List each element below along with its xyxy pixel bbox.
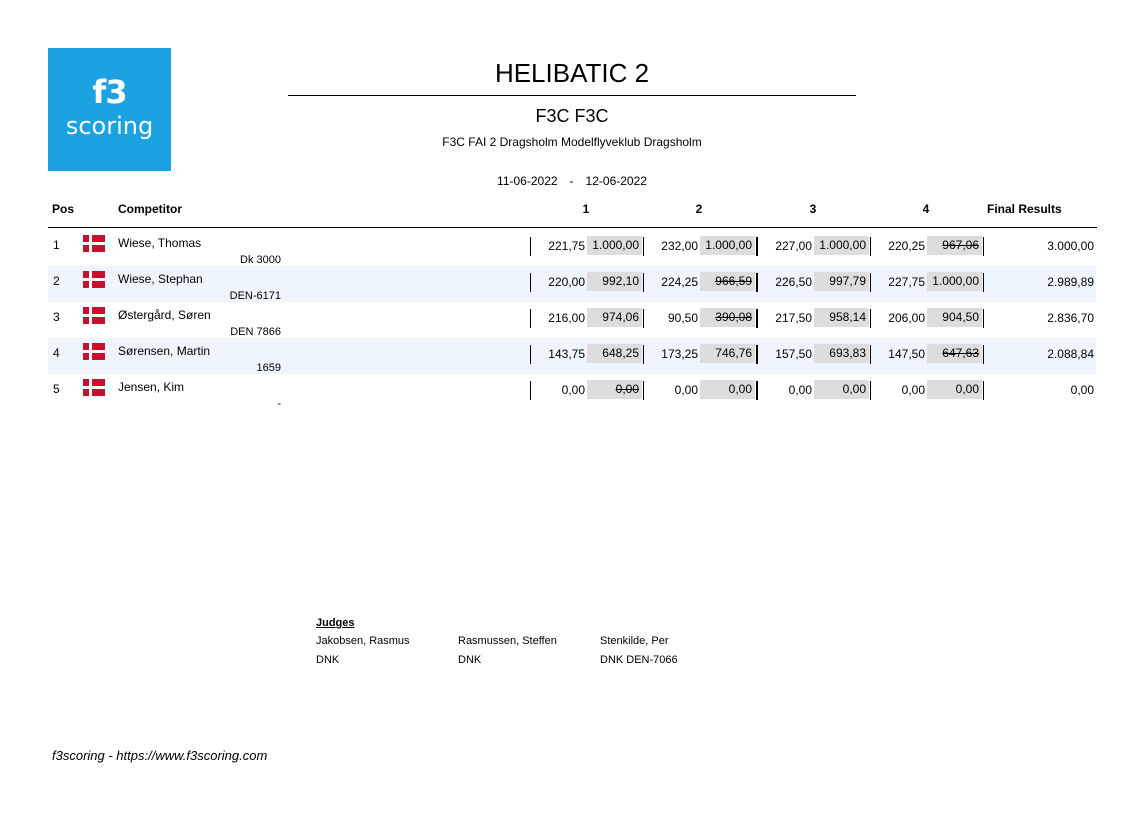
- denmark-flag-icon: [83, 235, 105, 252]
- f3scoring-logo: [48, 48, 171, 171]
- raw-score: 147,50: [888, 347, 925, 361]
- normalized-score: 0,00: [814, 380, 869, 399]
- raw-score: 216,00: [548, 311, 585, 325]
- normalized-score: 1.000,00: [587, 236, 642, 255]
- final-result: 2.836,70: [1047, 311, 1094, 325]
- judge-name: Rasmussen, Steffen: [458, 635, 557, 647]
- normalized-score: 974,06: [587, 308, 642, 327]
- dropped-normalized-score: 390,08: [700, 308, 755, 327]
- dropped-normalized-score: 0,00: [587, 380, 642, 399]
- normalized-score: 904,50: [927, 308, 982, 327]
- competitor-name: Sørensen, Martin: [118, 344, 211, 358]
- judge-country: DNK: [458, 654, 482, 666]
- result-row: [48, 302, 1096, 338]
- cell-divider: [530, 237, 531, 256]
- header-divider: [48, 227, 1097, 228]
- raw-score: 143,75: [548, 347, 585, 361]
- cell-divider: [983, 381, 984, 400]
- cell-divider: [643, 381, 644, 400]
- event-title: HELIBATIC 2: [494, 58, 650, 88]
- header-round-2: 2: [695, 202, 703, 216]
- license-number: -: [277, 398, 281, 410]
- result-row: [48, 230, 1096, 266]
- logo-f3-text: f3: [92, 73, 127, 111]
- raw-score: 220,25: [888, 239, 925, 253]
- judges-heading: Judges: [316, 617, 355, 629]
- cell-divider: [870, 309, 871, 328]
- license-number: 1659: [256, 362, 281, 374]
- final-result: 2.088,84: [1047, 347, 1094, 361]
- footer-credit: f3scoring - https://www.f3scoring.com: [52, 748, 268, 763]
- logo-scoring-text: scoring: [65, 112, 154, 140]
- raw-score: 90,50: [667, 311, 698, 325]
- cell-divider: [870, 345, 871, 364]
- result-row: [48, 266, 1096, 302]
- competitor-name: Wiese, Thomas: [118, 236, 202, 250]
- raw-score: 227,00: [775, 239, 812, 253]
- denmark-flag-icon: [83, 379, 105, 396]
- license-number: DEN-6171: [229, 290, 281, 302]
- cell-divider: [983, 345, 984, 364]
- normalized-score: 0,00: [700, 380, 755, 399]
- dropped-normalized-score: 967,06: [927, 236, 982, 255]
- normalized-score: 648,25: [587, 344, 642, 363]
- date-separator: -: [569, 174, 574, 188]
- cell-divider: [983, 273, 984, 292]
- header-final-results: Final Results: [987, 202, 1062, 216]
- final-result: 3.000,00: [1047, 239, 1094, 253]
- raw-score: 173,25: [661, 347, 698, 361]
- position: 1: [53, 238, 60, 252]
- title-divider: [288, 95, 856, 96]
- competitor-name: Østergård, Søren: [118, 308, 211, 322]
- cell-divider: [757, 273, 758, 292]
- normalized-score: 693,83: [814, 344, 869, 363]
- cell-divider: [643, 345, 644, 364]
- judge-country: DNK DEN-7066: [600, 654, 678, 666]
- dropped-normalized-score: 647,63: [927, 344, 982, 363]
- judge-name: Jakobsen, Rasmus: [316, 635, 410, 647]
- raw-score: 217,50: [775, 311, 812, 325]
- result-row: [48, 338, 1096, 374]
- denmark-flag-icon: [83, 307, 105, 324]
- raw-score: 0,00: [788, 383, 812, 397]
- raw-score: 227,75: [888, 275, 925, 289]
- denmark-flag-icon: [83, 271, 105, 288]
- normalized-score: 992,10: [587, 272, 642, 291]
- normalized-score: 0,00: [927, 380, 982, 399]
- cell-divider: [757, 309, 758, 328]
- cell-divider: [757, 381, 758, 400]
- date-from: 11-06-2022: [497, 174, 558, 188]
- header-pos: Pos: [52, 202, 75, 216]
- raw-score: 224,25: [661, 275, 698, 289]
- raw-score: 232,00: [661, 239, 698, 253]
- header-round-1: 1: [582, 202, 590, 216]
- header-round-3: 3: [809, 202, 817, 216]
- raw-score: 221,75: [548, 239, 585, 253]
- raw-score: 157,50: [775, 347, 812, 361]
- cell-divider: [530, 273, 531, 292]
- judge-name: Stenkilde, Per: [600, 635, 669, 647]
- final-result: 2.989,89: [1047, 275, 1094, 289]
- cell-divider: [983, 237, 984, 256]
- license-number: Dk 3000: [240, 254, 281, 266]
- license-number: DEN 7866: [230, 326, 281, 338]
- header-round-4: 4: [922, 202, 930, 216]
- cell-divider: [530, 345, 531, 364]
- position: 3: [53, 310, 60, 324]
- raw-score: 226,50: [775, 275, 812, 289]
- result-row: [48, 374, 1096, 410]
- event-class: F3C F3C: [535, 106, 609, 126]
- judge-country: DNK: [316, 654, 340, 666]
- position: 4: [53, 346, 60, 360]
- cell-divider: [870, 381, 871, 400]
- raw-score: 0,00: [561, 383, 585, 397]
- cell-divider: [530, 309, 531, 328]
- cell-divider: [983, 309, 984, 328]
- denmark-flag-icon: [83, 343, 105, 360]
- raw-score: 220,00: [548, 275, 585, 289]
- competitor-name: Jensen, Kim: [118, 380, 185, 394]
- cell-divider: [870, 273, 871, 292]
- cell-divider: [643, 237, 644, 256]
- cell-divider: [643, 309, 644, 328]
- dropped-normalized-score: 966,59: [700, 272, 755, 291]
- cell-divider: [757, 237, 758, 256]
- raw-score: 206,00: [888, 311, 925, 325]
- event-details: F3C FAI 2 Dragsholm Modelflyveklub Dragsholm: [442, 135, 702, 149]
- normalized-score: 746,76: [700, 344, 755, 363]
- competitor-name: Wiese, Stephan: [118, 272, 203, 286]
- normalized-score: 1.000,00: [927, 272, 982, 291]
- normalized-score: 1.000,00: [700, 236, 755, 255]
- normalized-score: 997,79: [814, 272, 869, 291]
- raw-score: 0,00: [901, 383, 925, 397]
- normalized-score: 1.000,00: [814, 236, 869, 255]
- cell-divider: [757, 345, 758, 364]
- position: 5: [53, 382, 60, 396]
- cell-divider: [870, 237, 871, 256]
- header-competitor: Competitor: [118, 202, 182, 216]
- raw-score: 0,00: [674, 383, 698, 397]
- date-to: 12-06-2022: [585, 174, 647, 188]
- event-dates: [288, 173, 856, 189]
- final-result: 0,00: [1070, 383, 1094, 397]
- cell-divider: [643, 273, 644, 292]
- normalized-score: 958,14: [814, 308, 869, 327]
- cell-divider: [530, 381, 531, 400]
- position: 2: [53, 274, 60, 288]
